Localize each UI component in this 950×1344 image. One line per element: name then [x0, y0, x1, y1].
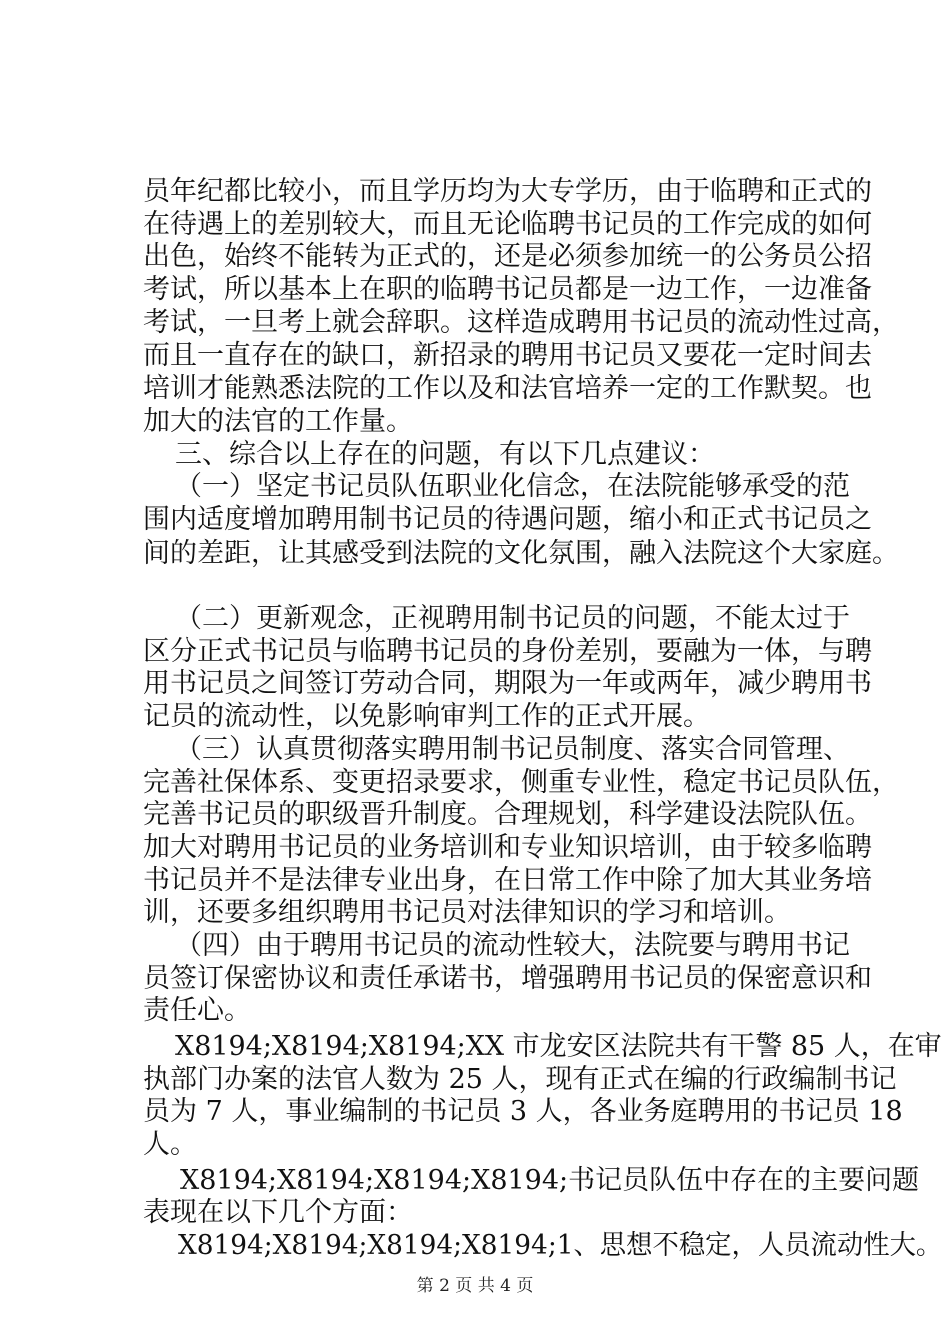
- page-number-footer: 第 2 页 共 4 页: [416, 1276, 534, 1296]
- body-line: 完善社保体系、变更招录要求，侧重专业性，稳定书记员队伍，: [143, 767, 899, 798]
- body-line: 间的差距，让其感受到法院的文化氛围，融入法院这个大家庭。: [143, 538, 899, 569]
- body-line: 考试，所以基本上在职的临聘书记员都是一边工作，一边准备: [143, 274, 872, 305]
- section-heading: 三、综合以上存在的问题，有以下几点建议：: [175, 439, 715, 470]
- body-line: 记员的流动性，以免影响审判工作的正式开展。: [143, 701, 710, 732]
- body-line: （一）坚定书记员队伍职业化信念，在法院能够承受的范: [175, 471, 850, 502]
- body-line: 责任心。: [143, 995, 251, 1026]
- body-line: （二）更新观念，正视聘用制书记员的问题，不能太过于: [175, 603, 850, 634]
- body-line: 书记员并不是法律专业出身，在日常工作中除了加大其业务培: [143, 865, 872, 896]
- body-line: 训，还要多组织聘用书记员对法律知识的学习和培训。: [143, 897, 791, 928]
- body-line: X8194;X8194;X8194;X8194;1、思想不稳定，人员流动性大。: [178, 1230, 943, 1261]
- body-line: 员为 7 人，事业编制的书记员 3 人，各业务庭聘用的书记员 18: [143, 1096, 903, 1127]
- body-line: 员签订保密协议和责任承诺书，增强聘用书记员的保密意识和: [143, 963, 872, 994]
- body-line: （四）由于聘用书记员的流动性较大，法院要与聘用书记: [175, 930, 850, 961]
- body-line: （三）认真贯彻落实聘用制书记员制度、落实合同管理、: [175, 734, 850, 765]
- body-line: 加大对聘用书记员的业务培训和专业知识培训，由于较多临聘: [143, 832, 872, 863]
- body-line: 在待遇上的差别较大，而且无论临聘书记员的工作完成的如何: [143, 209, 872, 240]
- body-line: 区分正式书记员与临聘书记员的身份差别，要融为一体，与聘: [143, 636, 872, 667]
- body-line: 完善书记员的职级晋升制度。合理规划，科学建设法院队伍。: [143, 799, 872, 830]
- body-line: 用书记员之间签订劳动合同，期限为一年或两年，减少聘用书: [143, 668, 872, 699]
- body-line: X8194;X8194;X8194;X8194;书记员队伍中存在的主要问题: [180, 1165, 920, 1196]
- body-line: 而且一直存在的缺口，新招录的聘用书记员又要花一定时间去: [143, 340, 872, 371]
- body-line: 表现在以下几个方面：: [143, 1197, 413, 1228]
- body-line: 人。: [143, 1129, 197, 1160]
- body-line: X8194;X8194;X8194;XX 市龙安区法院共有干警 85 人，在审: [175, 1031, 942, 1062]
- body-line: 围内适度增加聘用制书记员的待遇问题，缩小和正式书记员之: [143, 504, 872, 535]
- body-line: 培训才能熟悉法院的工作以及和法官培养一定的工作默契。也: [143, 373, 872, 404]
- body-line: 员年纪都比较小，而且学历均为大专学历，由于临聘和正式的: [143, 176, 872, 207]
- body-line: 加大的法官的工作量。: [143, 406, 413, 437]
- body-line: 出色，始终不能转为正式的，还是必须参加统一的公务员公招: [143, 241, 872, 272]
- body-line: 执部门办案的法官人数为 25 人，现有正式在编的行政编制书记: [143, 1064, 897, 1095]
- body-line: 考试，一旦考上就会辞职。这样造成聘用书记员的流动性过高，: [143, 307, 899, 338]
